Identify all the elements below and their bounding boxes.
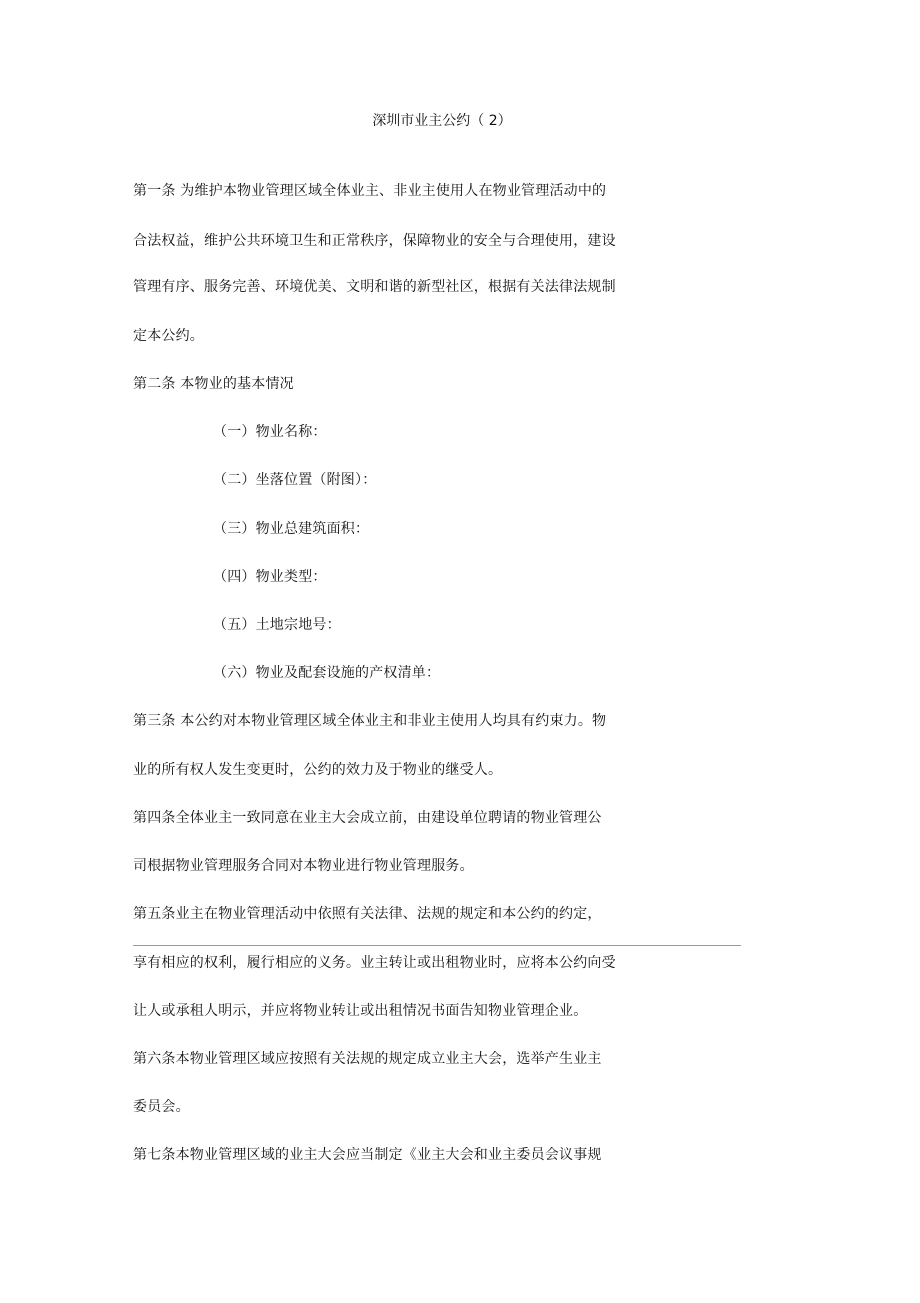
article-2-heading: 第二条 本物业的基本情况 xyxy=(133,376,294,392)
article-4-line-2: 司根据物业管理服务合同对本物业进行物业管理服务。 xyxy=(133,858,474,874)
article-2-item-4: （四）物业类型： xyxy=(213,569,327,585)
article-4-line-1: 第四条全体业主一致同意在业主大会成立前，由建设单位聘请的物业管理公 xyxy=(133,810,602,826)
article-6-line-1: 第六条本物业管理区域应按照有关法规的规定成立业主大会，选举产生业主 xyxy=(133,1051,602,1067)
article-1-line-4: 定本公约。 xyxy=(133,328,204,344)
article-5-line-3: 让人或承租人明示，并应将物业转让或出租情况书面告知物业管理企业。 xyxy=(133,1003,588,1019)
document-title: 深圳市业主公约（ 2） xyxy=(372,113,512,129)
article-1-line-3: 管理有序、服务完善、环境优美、文明和谐的新型社区，根据有关法律法规制 xyxy=(133,279,616,295)
article-2-item-2: （二）坐落位置（附图）： xyxy=(213,472,377,488)
article-2-item-3: （三）物业总建筑面积： xyxy=(213,521,370,537)
article-1-line-1: 第一条 为维护本物业管理区域全体业主、非业主使用人在物业管理活动中的 xyxy=(133,183,607,199)
horizontal-rule xyxy=(133,945,741,946)
article-2-item-6: （六）物业及配套设施的产权清单： xyxy=(213,665,441,681)
article-2-item-5: （五）土地宗地号： xyxy=(213,617,341,633)
article-6-line-2: 委员会。 xyxy=(133,1099,190,1115)
article-7-line-1: 第七条本物业管理区域的业主大会应当制定《业主大会和业主委员会议事规 xyxy=(133,1147,602,1163)
article-5-line-2: 享有相应的权利，履行相应的义务。业主转让或出租物业时，应将本公约向受 xyxy=(133,955,616,971)
article-1-line-2: 合法权益，维护公共环境卫生和正常秩序，保障物业的安全与合理使用，建设 xyxy=(133,233,616,249)
article-3-line-1: 第三条 本公约对本物业管理区域全体业主和非业主使用人均具有约束力。物 xyxy=(133,713,607,729)
article-2-item-1: （一）物业名称： xyxy=(213,424,327,440)
article-3-line-2: 业的所有权人发生变更时，公约的效力及于物业的继受人。 xyxy=(133,762,503,778)
article-5-line-1: 第五条业主在物业管理活动中依照有关法律、法规的规定和本公约的约定， xyxy=(133,906,602,922)
